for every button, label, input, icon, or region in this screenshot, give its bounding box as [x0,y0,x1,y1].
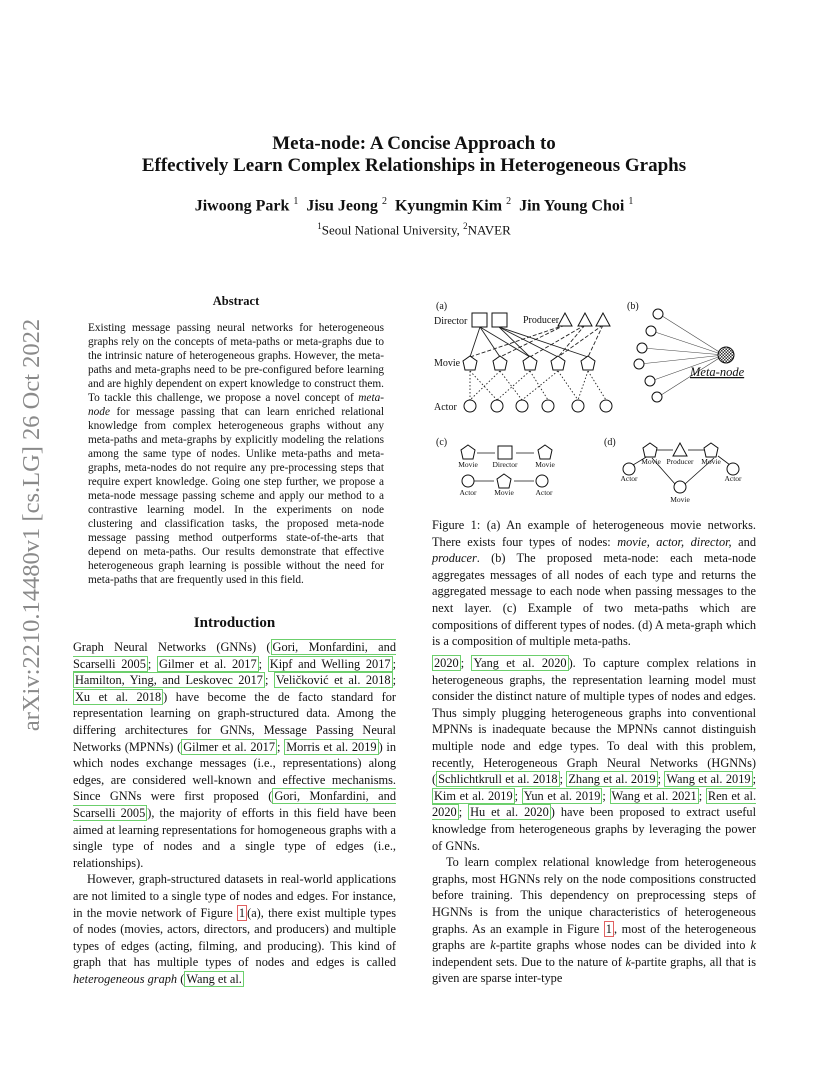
citation-link[interactable]: Yun et al. 2019 [523,788,601,803]
actor-node [462,475,474,487]
text: ; [752,772,756,787]
node [646,326,656,336]
actor-node [600,400,612,412]
citation-link[interactable]: Wang et al. 2019 [666,772,751,787]
movie-node [497,474,511,488]
introduction-heading: Introduction [193,615,276,631]
math-k: k [490,938,496,953]
abstract-text: Existing message passing neural networks for heterogeneous graphs rely on the concepts of meta-paths or meta-graphs due to the intrinsic nature of heterogeneous graphs. However, the meta-paths and meta-graphs need to be pre-configured before learning and are highly dependent on expert knowledge to construct them. To tackle this challenge, we propose a novel concept of [88,322,384,404]
panel-c-label: (c) [436,437,448,448]
arxiv-sidebar [12,290,52,760]
emphasis: movie, actor, director, [617,534,732,549]
affiliation-2: NAVER [467,222,511,238]
movie-node [551,356,565,370]
author-affil: 2 [381,196,387,207]
panel-d-label: (d) [604,437,616,448]
figure-1 [430,293,760,511]
text: ; [277,739,285,754]
text: To learn complex relational knowledge from heterogeneous graphs, most HGNNs rely on the node compositions constructed before training. This dependency on preprocessing steps of HGNNs is from the unique characteristics of heterogeneous graphs. As an example in Figure [432,855,756,936]
node [652,392,662,402]
abstract-heading: Abstract [212,294,260,308]
citation-link[interactable]: Yang et al. 2020 [473,656,567,670]
movie-node [643,443,657,457]
panel-a-label: (a) [436,301,448,312]
text: Figure 1: (a) An example of heterogeneous movie networks. There exists four types of nodes: [432,518,756,549]
actor-node [464,400,476,412]
actor-node [536,475,548,487]
citation-link[interactable]: Schlichtkrull et al. 2018 [438,772,558,787]
emphasis: heterogeneous graph [73,971,178,986]
text: ; [559,772,567,787]
c-label: Director [492,460,518,469]
text: ; [392,656,396,671]
text: -partite graphs whose nodes can be divided into [495,938,751,953]
paragraph [73,871,396,987]
text: ) have become the de facto standard for representation learning on graph-structured data. Among the differing architectures for GNNs, Message Passing Neural Networks (MPNNs) ( [73,689,396,754]
text: -partite graphs, all that is given are sparse inter-type [432,954,756,986]
affiliation-1: Seoul National University, [321,222,464,238]
text: independent sets. Due to the nature of [432,954,626,969]
movie-node [581,356,595,370]
author-name: Jiwoong Park [194,197,290,215]
citation-link[interactable]: Kim et al. 2019 [434,788,513,803]
text: ) have been proposed to extract useful knowledge from heterogeneous graphs by leveraging the power of GNNs. [432,805,757,853]
math-k: k [625,954,631,969]
text: ; [258,656,268,671]
d-label: Movie [641,457,661,466]
c-label: Movie [458,460,478,469]
movie-node [463,356,477,370]
text: (a), there exist multiple types of nodes (movies, actors, directors, and producers) and multiple types of edges (acting, filming, and producing). This kind of graph that has multiple types of nodes and edges is called [73,905,397,970]
left-column [73,639,396,987]
c-label: Movie [535,460,555,469]
producer-node [578,313,592,326]
actor-node [491,400,503,412]
math-k: k [750,938,756,953]
actor-node [572,400,584,412]
actor-node [674,481,686,493]
movie-node [704,443,718,457]
text: . (b) The proposed meta-node: each meta-node aggregates messages of all nodes of each type and returns the aggregated message to each node when passing messages to the next layer. (c) Example of two meta-paths which are compositions of different types of nodes. (d) A meta-graph which is a composition of multiple meta-paths. [432,551,756,649]
node [653,309,663,319]
abstract-text: for message passing that can learn enriched relational knowledge from complex heterogeneous graphs without any meta-paths and meta-graphs by explicitly modeling the relations among the same type of nodes. Unlike meta-paths and meta-graphs, meta-nodes do not require any pre-processing steps that require expert knowledge. Going one step further, we propose a meta-node message passing scheme and apply our method to a contrastive learning model. In the experiments on node clustering and classification tasks, the proposed meta-node message passing method outperforms state-of-the-arts that depend on meta-paths. Our results demonstrate that effective heterogeneous graph learning is possible without the need for meta-paths that are frequently used in this field. [88,406,384,586]
citation-link[interactable]: Gori, Monfardini, and Scarselli 2005 [73,640,397,671]
author-affil: 1 [293,196,299,207]
meta-node-symbol [718,347,734,363]
movie-node [493,356,507,370]
text: ; [147,656,158,671]
citation-link[interactable]: Hu et al. 2020 [470,805,549,820]
citation-link[interactable]: Kipf and Welling 2017 [269,656,391,671]
director-node [472,313,487,327]
paragraph [432,854,756,987]
author-name: Jisu Jeong [306,197,378,215]
c-label: Movie [494,488,514,497]
producer-node [673,443,687,456]
text: ). To capture complex relations in heterogeneous graphs, the representation learning model must consider the distinct nature of multiple types of nodes and edges. Thus simply plugging heterogeneous graphs into conventional MPNNs is inadequate because the MPNNs cannot distinguish multiple node and edge types. To deal with this problem, recently, Heterogeneous Graph Neural Networks (HGNNs) ( [432,656,756,787]
author-affil: 2 [506,196,512,207]
panel-a-nodes [463,313,612,412]
d-label: Movie [701,457,721,466]
citation-link[interactable]: Ren et al. 2020 [432,788,757,820]
citation-link[interactable]: Xu et al. 2018 [75,689,162,704]
producer-node [558,313,572,326]
citation-link[interactable]: Veličković et al. 2018 [275,673,391,688]
title-line-2: Effectively Learn Complex Relationships in Heterogeneous Graphs [141,155,687,176]
paper-title [60,133,768,177]
abstract-em: meta-node [88,392,384,418]
affil-sup: 2 [463,221,468,231]
label-movie: Movie [434,358,461,369]
author-name: Kyungmin Kim [394,197,503,215]
d-label: Actor [620,474,638,483]
text: , most of the heterogeneous graphs are [432,921,756,953]
panel-d-nodes [623,443,739,493]
text: ) in which nodes exchange messages (i.e., representations) along edges, are considered well-known and effective mechanisms. Since GNNs were first proposed ( [73,739,397,804]
director-node [498,446,512,459]
d-label: Producer [666,457,694,466]
citation-link[interactable]: Gilmer et al. 2017 [159,656,257,671]
text: ; [657,772,665,787]
panel-b-nodes [634,309,734,402]
paragraph [432,655,756,854]
figure-link[interactable]: 1 [605,921,612,936]
producer-node [596,313,610,326]
abstract-body [88,321,384,587]
author-name: Jin Young Choi [519,197,625,215]
citation-link[interactable]: 2020 [434,656,459,670]
director-node [492,313,507,327]
figure-link[interactable]: 1 [238,905,246,920]
text: ; [602,788,610,803]
d-label: Actor [724,474,742,483]
paragraph [73,639,396,871]
text: and [731,534,756,549]
movie-node [523,356,537,370]
actor-node [516,400,528,412]
label-producer: Producer [523,315,560,326]
right-column [432,655,756,987]
text: ( [177,971,185,986]
author-list [60,196,768,215]
citation-link[interactable]: Wang et al. 2021 [611,788,697,803]
meta-node-label: Meta-node [690,365,745,379]
label-actor: Actor [434,402,457,413]
text: ; [698,788,706,803]
text: ; [514,788,522,803]
text: ; [264,673,274,688]
text: ), the majority of efforts in this field have been aimed at learning representations for homogeneous graphs with a single type of nodes and a single type of edges (i.e., relationships). [73,805,397,870]
label-director: Director [434,316,468,327]
citation-link[interactable]: Zhang et al. 2019 [568,772,656,787]
figure-caption [432,517,756,650]
citation-link[interactable]: Hamilton, Ying, and Leskovec 2017 [75,673,263,688]
affiliations [60,221,768,238]
text: Graph Neural Networks (GNNs) ( [73,640,271,654]
citation-link[interactable]: Gori, Monfardini, and Scarselli 2005 [73,789,396,820]
citation-link[interactable]: Morris et al. 2019 [286,739,377,754]
author-affil: 1 [628,196,634,207]
text: ; [458,805,469,820]
node [637,343,647,353]
text: ; [392,673,397,688]
emphasis: producer [432,551,477,566]
affil-sup: 1 [317,221,322,231]
movie-node [461,445,475,459]
panel-b-label: (b) [627,301,639,312]
node [634,359,644,369]
arxiv-id: arXiv:2210.14480v1 [cs.LG] 26 Oct 2022 [18,318,45,732]
text: However, graph-structured datasets in real-world applications are not limited to a single type of nodes and edges. For instance, in the movie network of Figure [73,872,396,920]
text: ; [460,656,472,670]
node [645,376,655,386]
actor-node [542,400,554,412]
c-label: Actor [535,488,553,497]
citation-link[interactable]: Wang et al. [186,971,242,986]
movie-node [538,445,552,459]
d-label: Movie [670,495,690,504]
c-label: Actor [459,488,477,497]
title-line-1: Meta-node: A Concise Approach to [272,133,556,154]
citation-link[interactable]: Gilmer et al. 2017 [183,739,276,754]
